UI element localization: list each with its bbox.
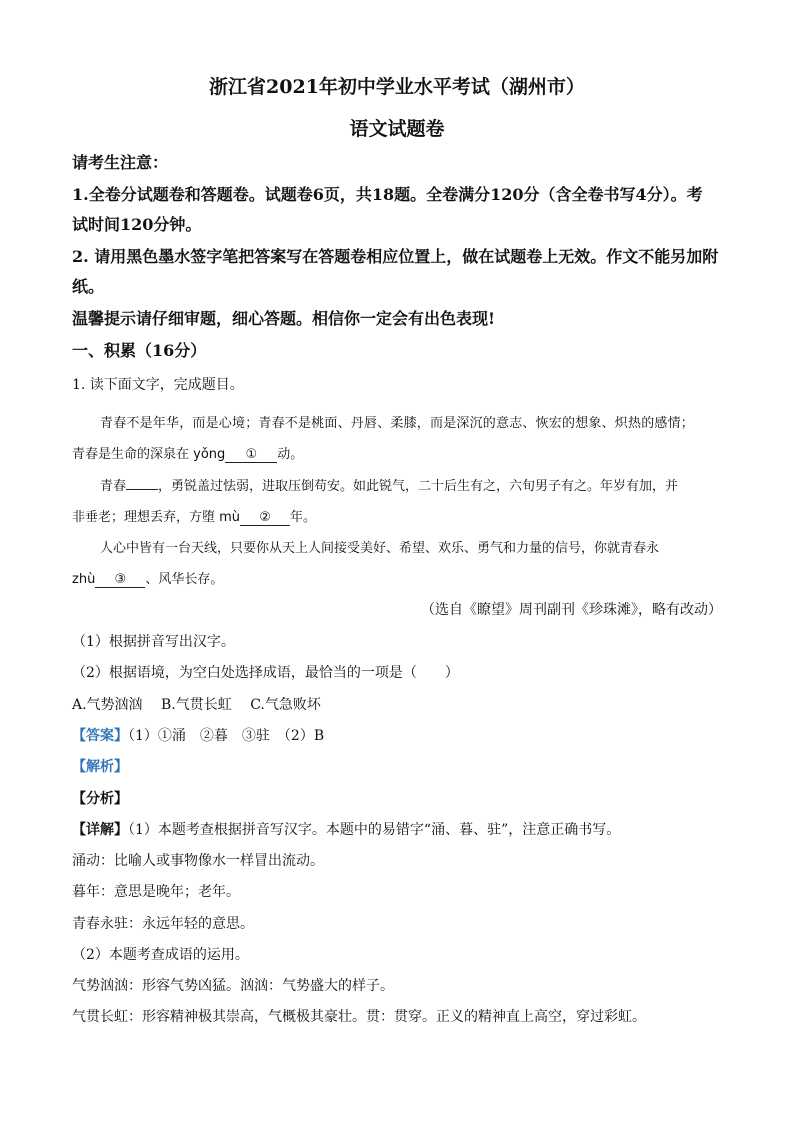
answer-text: （1）①涌 ②暮 ③驻 （2）B [128,728,325,744]
passage-p1-line-2 [72,443,303,463]
fill-blank-3: ③ [95,572,145,588]
explain-yongzhu: 青春永驻：永远年轻的意思。 [72,916,254,932]
notice-item-1-line-2: 试时间120分钟。 [72,215,202,234]
answer-options: A.气势汹汹 B.气贯长虹 C.气急败坏 [72,697,321,713]
sub-question-2: （2）根据语境，为空白处选择成语，最恰当的一项是（ ） [72,665,459,681]
notice-reminder: 温馨提示请仔细审题，细心答题。相信你一定会有出色表现! [72,309,496,328]
passage-p3-line-2 [72,568,223,588]
answer-line [72,725,324,745]
page-title: 浙江省2021年初中学业水平考试（湖州市） [209,76,585,98]
passage-text: ，勇锐盖过怯弱，进取压倒苟安。如此锐气，二十后生有之，六旬男子有之。年岁有加，并 [158,479,679,494]
explain-sub2: （2）本题考查成语的运用。 [72,947,249,963]
sub-question-1: （1）根据拼音写出汉字。 [72,634,235,650]
fill-blank-2: ② [240,510,290,526]
passage-text: 青春 [100,479,127,494]
passage-text: zhù [72,572,96,587]
section-heading: 一、积累（16分） [72,341,207,360]
explain-munian: 暮年：意思是晚年；老年。 [72,884,240,900]
analysis-label: 【解析】 [72,759,128,775]
notice-item-2-line-2: 纸。 [72,277,105,296]
notice-item-1-line-1: 1.全卷分试题卷和答题卷。试题卷6页，共18题。全卷满分120分（含全卷书写4分）。考 [72,185,703,204]
detail-line [72,819,620,839]
passage-text: 非垂老；理想丢弃，方堕 mù [72,510,241,525]
passage-p1-line-1: 青春不是年华，而是心境；青春不是桃面、丹唇、柔膝，而是深沉的意志、恢宏的想象、炽热的感情； [100,416,695,431]
explain-yongdong: 涌动：比喻人或事物像水一样冒出流动。 [72,853,324,869]
passage-p2-line-2 [72,506,316,526]
passage-text: 青春是生命的深泉在 yǒng [72,447,226,462]
passage-text: 动。 [277,447,304,462]
detail-label: 【详解】 [72,822,128,838]
explain-changhong: 气贯长虹：形容精神极其崇高，气概极其豪壮。贯：贯穿。正义的精神直上高空，穿过彩虹。 [72,1009,646,1025]
detail-text: （1）本题考查根据拼音写汉字。本题中的易错字“涌、暮、驻”，注意正确书写。 [128,822,621,838]
fill-blank-1: ① [225,447,277,463]
passage-p3-line-1: 人心中皆有一台天线，只要你从天上人间接受美好、希望、欢乐、勇气和力量的信号，你就青春永 [100,541,660,556]
fenxi-label: 【分析】 [72,791,128,807]
explain-xiongxiong: 气势汹汹：形容气势凶猛。汹汹：气势盛大的样子。 [72,978,394,994]
passage-p2-line-1 [100,475,678,494]
notice-heading: 请考生注意： [72,153,169,172]
question-prompt: 1. 读下面文字，完成题目。 [72,377,244,393]
answer-label: 【答案】 [72,728,128,744]
idiom-blank [126,489,158,490]
passage-text: 年。 [290,510,317,525]
passage-text: 、风华长存。 [145,572,224,587]
passage-source: （选自《瞭望》周刊副刊《珍珠滩》，略有改动） [421,602,722,618]
page-subtitle: 语文试题卷 [349,118,445,140]
notice-item-2-line-1: 2. 请用黑色墨水签字笔把答案写在答题卷相应位置上，做在试题卷上无效。作文不能另加附 [72,247,719,266]
